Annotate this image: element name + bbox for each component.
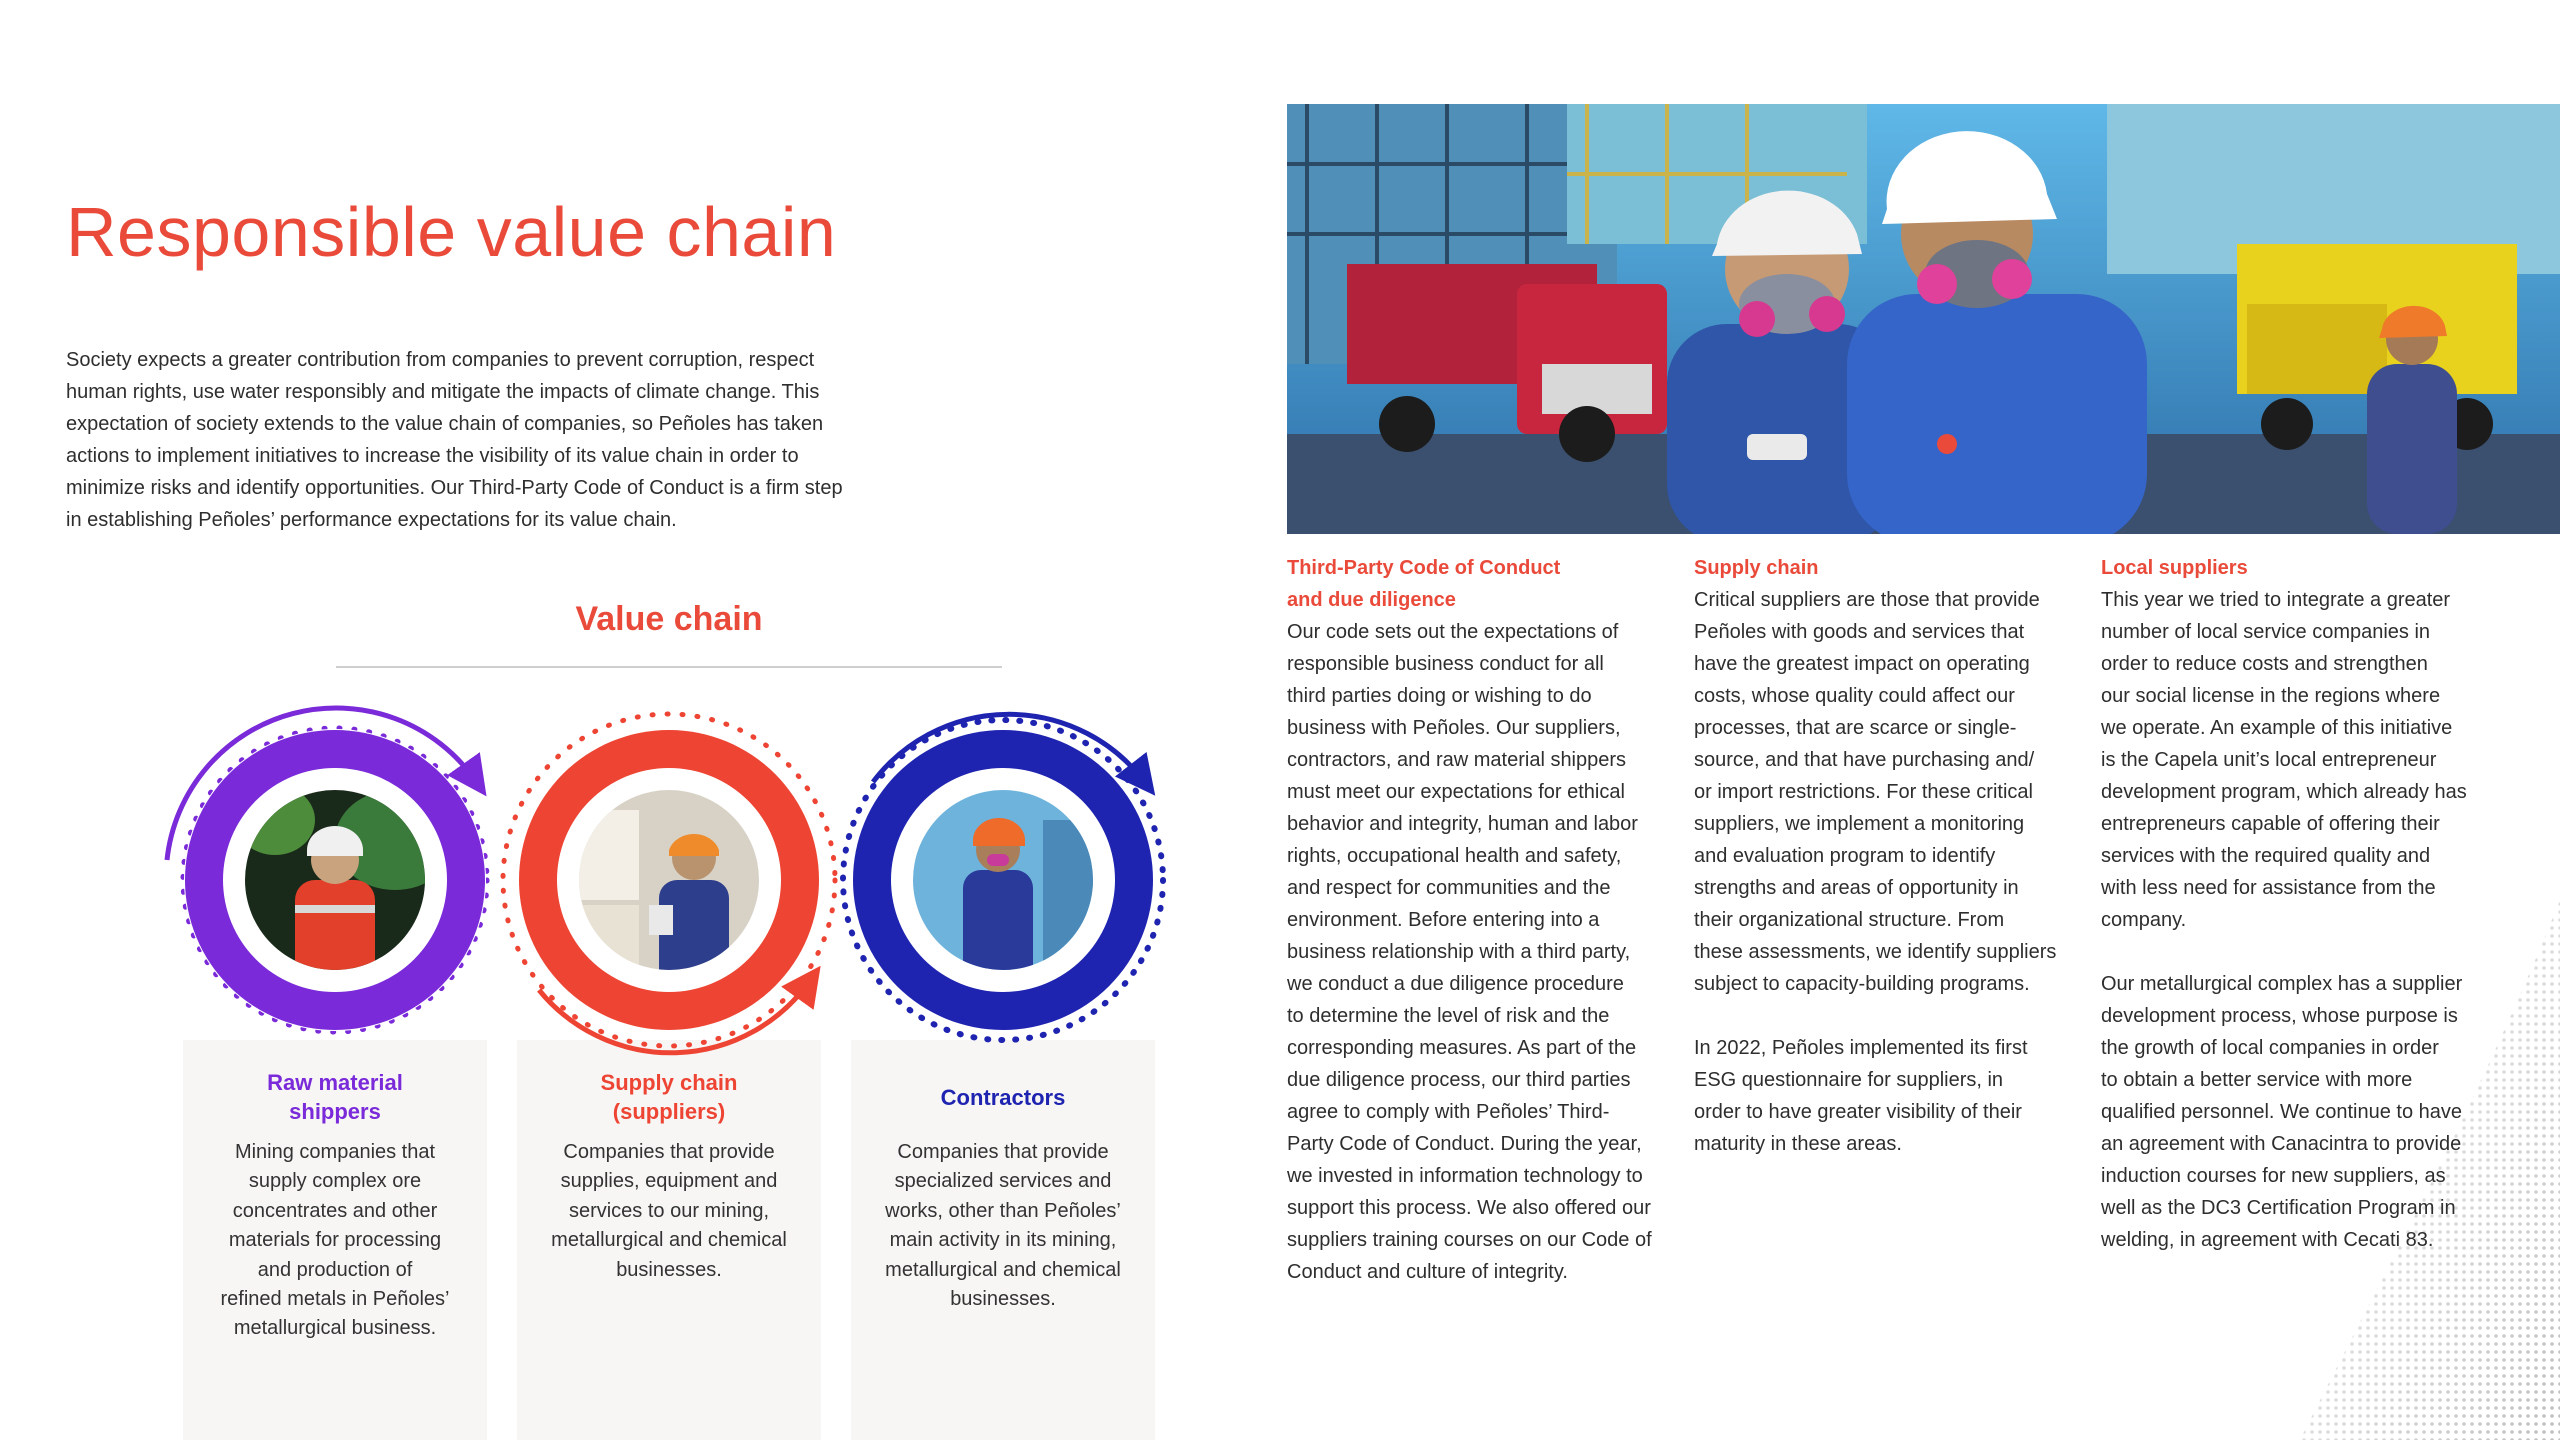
intro-line: minimize risks and identify opportunities. Our Third-Party Code of Conduct is a firm step — [66, 477, 843, 499]
page-title: Responsible value chain — [66, 193, 837, 271]
intro-line: human rights, use water responsibly and mitigate the impacts of climate change. This — [66, 381, 820, 403]
contractors-description: Companies that provide specialized services and works, other than Peñoles’ main activity in its mining, metallurgical and chemical businesses. — [885, 1141, 1121, 1311]
value-chain-divider — [336, 666, 1002, 668]
intro-paragraph — [66, 344, 886, 536]
supply-chain-description: Companies that provide supplies, equipment and services to our mining, metallurgical and chemical businesses. — [551, 1141, 787, 1281]
intro-line: in establishing Peñoles’ performance expectations for its value chain. — [66, 509, 677, 531]
value-chain-title: Value chain — [575, 600, 763, 638]
hero-photo-workers — [1287, 104, 2560, 534]
supply-chain-ring-graphic — [479, 700, 859, 1080]
raw-material-heading: Raw material shippers — [267, 1070, 403, 1124]
intro-line: actions to implement initiatives to increase the visibility of its value chain in order to — [66, 445, 799, 467]
third-party-heading: and due diligence — [1287, 589, 1456, 611]
raw-material-description: Mining companies that supply complex ore concentrates and other materials for processing and production of refined metals in Peñoles’ metallurgical business. — [220, 1141, 450, 1340]
supply-chain-text-heading: Supply chain — [1694, 557, 1819, 579]
third-party-heading: Third-Party Code of Conduct — [1287, 557, 1561, 579]
supply-chain-column: Supply chain Critical suppliers are those that provide Peñoles with goods and services that have the greatest impact on operating costs, whose quality could affect our processes, that are scarce or single- source, and that have purchasing and/ or import restrictions. For these critical suppliers, we implement a monitoring and evaluation program to identify strengths and areas of opportunity in their organizational structure. From these assessments, we identify suppliers subject to capacity-building programs. In 2022, Peñoles implemented its first ESG questionnaire for suppliers, in order to have greater visibility of their maturity in these areas. — [1694, 552, 2094, 1160]
third-party-code-column: Third-Party Code of Conduct and due diligence Our code sets out the expectations of responsible business conduct for all third parties doing or wishing to do business with Peñoles. Our suppliers, contractors, and raw material shippers must meet our expectations for ethical behavior and integrity, human and labor rights, occupational health and safety, and respect for communities and the environment. Before entering into a business relationship with a third party, we conduct a due diligence procedure to determine the level of risk and the corresponding measures. As part of the due diligence process, our third parties agree to comply with Peñoles’ Third- Party Code of Conduct. During the year, we invested in information technology to support this process. We also offered our suppliers training courses on our Code of Conduct and culture of integrity. — [1287, 552, 1687, 1288]
local-suppliers-column: Local suppliers This year we tried to integrate a greater number of local service companies in order to reduce costs and strengthen our social license in the regions where we operate. An example of this initiative is the Capela unit’s local entrepreneur development program, which already has entrepreneurs capable of offering their services with the required quality and with less need for assistance from the company. Our metallurgical complex has a supplier development process, whose purpose is the growth of local companies in order to obtain a better service with more qualified personnel. We continue to have an agreement with Canacintra to provide induction courses for new suppliers, as well as the DC3 Certification Program in welding, in agreement with Cecati 83. — [2101, 552, 2501, 1256]
contractors-heading: Contractors — [940, 1085, 1066, 1110]
intro-line: expectation of society extends to the value chain of companies, so Peñoles has taken — [66, 413, 824, 435]
contractors-ring-graphic — [813, 700, 1193, 1080]
supply-chain-heading: Supply chain (suppliers) — [600, 1070, 738, 1124]
raw-material-ring-graphic — [145, 700, 525, 1080]
intro-line: Society expects a greater contribution from companies to prevent corruption, respect — [66, 349, 815, 371]
local-suppliers-heading: Local suppliers — [2101, 557, 2248, 579]
